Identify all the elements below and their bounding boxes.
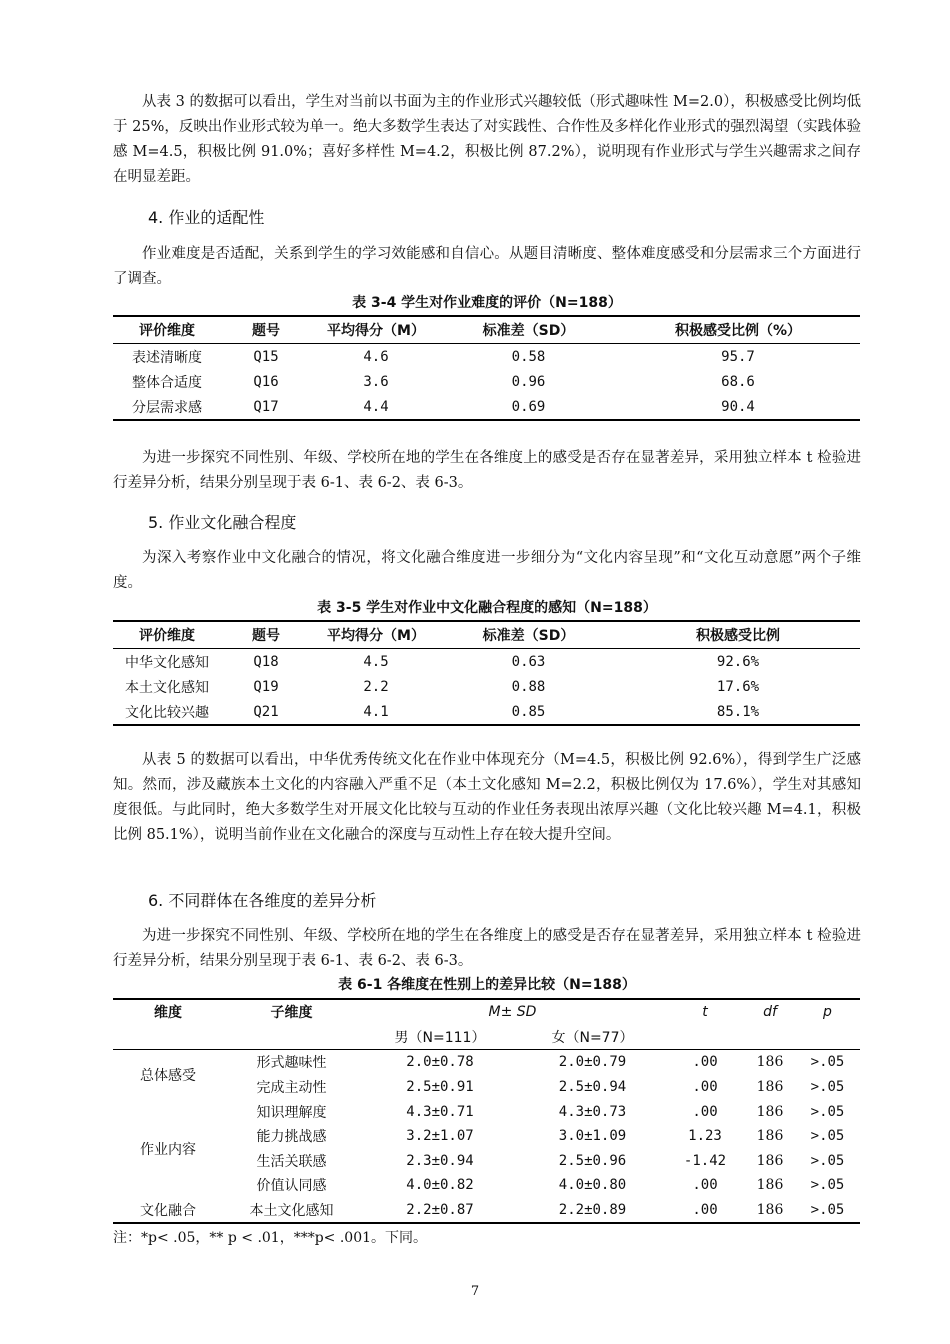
column-header: 积极感受比例	[616, 621, 860, 649]
table-cell: 2.5±0.94	[558, 1079, 627, 1096]
table-cell: 3.6	[363, 373, 389, 390]
table-6-1	[113, 998, 860, 1224]
column-header: 题号	[221, 621, 311, 649]
table-cell: 能力挑战感	[256, 1129, 327, 1146]
table-cell: .00	[692, 1177, 718, 1194]
table-cell: 2.0±0.78	[406, 1054, 474, 1071]
table-3-5-caption: 表 3-5 学生对作业中文化融合程度的感知（N=188）	[317, 600, 657, 616]
table-cell: 0.85	[511, 703, 546, 720]
table-cell: Q16	[253, 373, 279, 390]
column-header: 标准差（SD）	[441, 621, 616, 649]
column-header: 评价维度	[113, 621, 221, 649]
table-cell: .00	[692, 1202, 718, 1219]
table-cell: 分层需求感	[132, 399, 202, 416]
table-cell: 0.96	[511, 373, 546, 390]
table-cell: Q18	[253, 653, 279, 670]
column-header-mean-sd: M± SD	[488, 1004, 537, 1021]
table-row	[113, 649, 860, 675]
column-header: 平均得分（M）	[311, 621, 441, 649]
column-header-subdimension: 子维度	[270, 1005, 313, 1022]
table-cell: 2.2±0.89	[558, 1202, 627, 1219]
table-cell: 186	[756, 1054, 784, 1071]
table-cell: Q15	[253, 348, 279, 365]
table-cell: 2.5±0.91	[406, 1079, 474, 1096]
column-header: 题号	[221, 316, 311, 344]
table-row	[113, 1149, 860, 1174]
table-cell: 完成主动性	[256, 1080, 327, 1097]
table-cell: 186	[756, 1202, 784, 1219]
paragraph-ttest-intro: 为进一步探究不同性别、年级、学校所在地的学生在各维度上的感受是否存在显著差异，采用独立样本 t 检验进行差异分析，结果分别呈现于表 6-1、表 6-2、表 6-3。	[113, 450, 861, 491]
table-cell: 2.5±0.96	[558, 1152, 627, 1169]
column-header-female: 女（N=77）	[520, 1025, 665, 1050]
table-cell: 0.88	[511, 678, 546, 695]
section-heading-5: 5. 作业文化融合程度	[148, 513, 297, 532]
table-cell: >.05	[810, 1079, 845, 1096]
column-header: 平均得分（M）	[311, 316, 441, 344]
table-cell: Q17	[253, 398, 279, 415]
table-row	[113, 1050, 860, 1075]
table-cell: 价值认同感	[256, 1178, 327, 1195]
paragraph-culture-analysis: 从表 5 的数据可以看出，中华优秀传统文化在作业中体现充分（M=4.5，积极比例 92.6%），得到学生广泛感知。然而，涉及藏族本土文化的内容融入严重不足（本土文化感知 M=2.2，积极比例仅为 17.6%），学生对其感知度很低。与此同时，绝大多数学生对开展文化比较与互动的作业任务表现出浓厚兴趣（文化比较兴趣 M=4.1，积极比例 85.1%），说明当前作业在文化融合的深度与互动性上存在较大提升空间。	[113, 752, 861, 843]
page-number: 7	[470, 1284, 480, 1299]
table-cell: 4.3±0.73	[558, 1103, 627, 1120]
table-row	[113, 344, 860, 370]
table-cell: 2.2±0.87	[406, 1202, 474, 1219]
table-cell: 4.3±0.71	[406, 1103, 474, 1120]
table-3-5	[113, 620, 860, 726]
table-cell: 4.1	[363, 703, 389, 720]
table-cell: 186	[756, 1177, 784, 1194]
table-cell: 186	[756, 1079, 784, 1096]
group-label: 文化融合	[140, 1203, 196, 1220]
table-6-1-caption: 表 6-1 各维度在性别上的差异比较（N=188）	[338, 977, 636, 993]
table-cell: >.05	[810, 1177, 845, 1194]
table-cell: 68.6	[721, 373, 755, 390]
table-row	[113, 394, 860, 420]
table-cell: 90.4	[721, 398, 755, 415]
table-row	[113, 1124, 860, 1149]
table-header-row	[113, 999, 860, 1025]
table-cell: 1.23	[688, 1128, 722, 1145]
table-cell: 知识理解度	[256, 1104, 327, 1121]
table-row	[113, 1075, 860, 1100]
table-cell: >.05	[810, 1054, 845, 1071]
table-cell: 表述清晰度	[132, 349, 202, 366]
table-cell: 186	[756, 1103, 784, 1120]
paragraph-ttest-repeat: 为进一步探究不同性别、年级、学校所在地的学生在各维度上的感受是否存在显著差异，采用独立样本 t 检验进行差异分析，结果分别呈现于表 6-1、表 6-2、表 6-3。	[113, 928, 861, 969]
table-cell: 0.69	[511, 398, 546, 415]
table-row	[113, 1173, 860, 1198]
group-label: 总体感受	[140, 1067, 196, 1084]
table-cell: .00	[692, 1079, 718, 1096]
table-cell: .00	[692, 1103, 718, 1120]
section-heading-4: 4. 作业的适配性	[148, 208, 265, 227]
table-cell: 92.6%	[716, 653, 760, 670]
table-cell: 0.58	[511, 348, 546, 365]
column-header: 评价维度	[113, 316, 221, 344]
table-cell: 形式趣味性	[256, 1055, 327, 1072]
table-cell: >.05	[810, 1103, 845, 1120]
table-cell: 186	[756, 1152, 784, 1169]
table-cell: 2.0±0.79	[558, 1054, 627, 1071]
table-note: 注：*p< .05，** p < .01，***p< .001。下同。	[113, 1230, 428, 1246]
table-subheader-row	[113, 1025, 860, 1050]
table-cell: >.05	[810, 1202, 845, 1219]
column-header-df: df	[763, 1004, 777, 1021]
table-cell: .00	[692, 1054, 718, 1071]
table-row	[113, 1099, 860, 1124]
table-cell: Q21	[253, 703, 279, 720]
table-cell: 4.0±0.80	[558, 1177, 627, 1194]
table-cell: 整体合适度	[132, 374, 202, 391]
table-cell: 4.6	[363, 348, 389, 365]
table-header-row	[113, 316, 860, 344]
table-row	[113, 674, 860, 699]
table-cell: -1.42	[683, 1152, 727, 1169]
table-cell: >.05	[810, 1152, 845, 1169]
column-header-dimension: 维度	[154, 1005, 182, 1022]
table-cell: 本土文化感知	[125, 679, 209, 696]
table-cell: 本土文化感知	[249, 1203, 334, 1220]
paragraph-culture-intro: 为深入考察作业中文化融合的情况，将文化融合维度进一步细分为“文化内容呈现”和“文化互动意愿”两个子维度。	[113, 550, 861, 591]
table-cell: 17.6%	[716, 678, 760, 695]
table-cell: 2.3±0.94	[406, 1152, 474, 1169]
table-cell: 186	[756, 1128, 784, 1145]
column-header: 积极感受比例（%）	[616, 316, 860, 344]
group-label: 作业内容	[140, 1141, 196, 1158]
table-cell: 95.7	[721, 348, 755, 365]
table-3-4-caption: 表 3-4 学生对作业难度的评价（N=188）	[352, 295, 622, 311]
table-cell: 4.5	[363, 653, 389, 670]
table-cell: 0.63	[511, 653, 546, 670]
table-header-row	[113, 621, 860, 649]
table-cell: Q19	[253, 678, 279, 695]
table-cell: 中华文化感知	[125, 654, 209, 671]
table-cell: 4.0±0.82	[406, 1177, 474, 1194]
table-cell: 85.1%	[716, 703, 760, 720]
table-row	[113, 369, 860, 394]
table-cell: 文化比较兴趣	[125, 704, 209, 721]
table-cell: 生活关联感	[256, 1153, 327, 1170]
table-cell: 2.2	[363, 678, 389, 695]
column-header-male: 男（N=111）	[360, 1025, 520, 1050]
column-header: 标准差（SD）	[441, 316, 616, 344]
column-header-p: p	[823, 1004, 832, 1021]
paragraph-intro: 从表 3 的数据可以看出，学生对当前以书面为主的作业形式兴趣较低（形式趣味性 M=2.0），积极感受比例均低于 25%，反映出作业形式较为单一。绝大多数学生表达了对实践性、合作性及多样化作业形式的强烈渴望（实践体验感 M=4.5，积极比例 91.0%；喜好多样性 M=4.2，积极比例 87.2%），说明现有作业形式与学生兴趣需求之间存在明显差距。	[113, 94, 861, 185]
table-row	[113, 699, 860, 725]
column-header-t: t	[702, 1004, 708, 1021]
table-cell: >.05	[810, 1128, 845, 1145]
paragraph-difficulty: 作业难度是否适配，关系到学生的学习效能感和自信心。从题目清晰度、整体难度感受和分层需求三个方面进行了调查。	[113, 246, 861, 287]
table-row	[113, 1198, 860, 1224]
section-heading-6: 6. 不同群体在各维度的差异分析	[148, 891, 377, 910]
table-3-4	[113, 315, 860, 421]
table-cell: 3.0±1.09	[558, 1128, 627, 1145]
table-cell: 4.4	[363, 398, 389, 415]
table-cell: 3.2±1.07	[406, 1128, 474, 1145]
